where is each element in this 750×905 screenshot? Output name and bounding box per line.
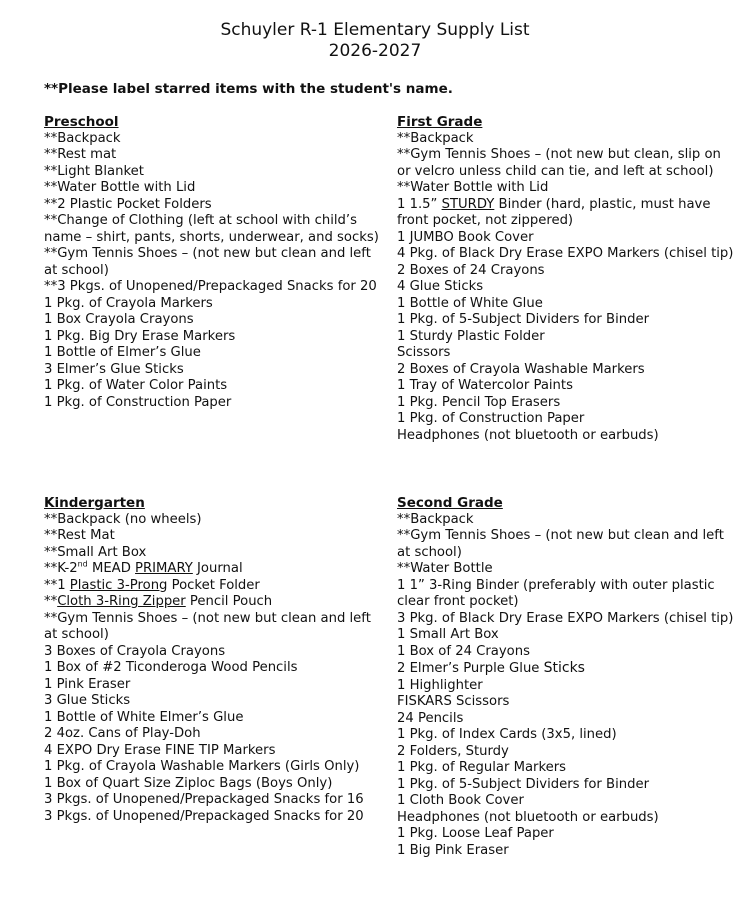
list-item: 1 Pkg. Pencil Top Erasers bbox=[397, 394, 561, 410]
list-item: 1 Sturdy Plastic Folder bbox=[397, 328, 545, 344]
list-item: at school) bbox=[44, 627, 109, 642]
list-item-text: Pocket Folder bbox=[167, 577, 260, 593]
list-item: 1 Pkg. Big Dry Erase Markers bbox=[44, 328, 236, 344]
list-item-text: **1 bbox=[44, 577, 70, 593]
list-item: **Rest mat bbox=[44, 147, 117, 162]
list-item: 1 Pkg. Loose Leaf Paper bbox=[397, 826, 554, 841]
list-item bbox=[397, 197, 727, 214]
list-item: **Rest Mat bbox=[44, 528, 115, 543]
list-item: at school) bbox=[44, 262, 109, 278]
list-item: 1 Big Pink Eraser bbox=[397, 842, 509, 858]
second-grade-section bbox=[397, 495, 734, 859]
list-item: **Backpack bbox=[397, 130, 474, 146]
document-title bbox=[0, 20, 750, 62]
list-item: **Gym Tennis Shoes – (not new but clean, slip on bbox=[397, 147, 721, 162]
list-item: 1 Pkg. of Water Color Paints bbox=[44, 378, 228, 393]
list-item-text: 1 1.5” bbox=[397, 196, 442, 212]
list-item: 1 Pkg. of Crayola Washable Markers (Girls Only) bbox=[44, 759, 360, 774]
underlined-text: Plastic 3-Prong bbox=[69, 577, 168, 593]
list-item: 4 Glue Sticks bbox=[397, 279, 484, 294]
list-item-text: Binder (hard, plastic, must have bbox=[494, 196, 711, 212]
list-item: 3 Glue Sticks bbox=[44, 693, 131, 708]
list-item: **Backpack bbox=[44, 130, 121, 146]
label-notice: **Please label starred items with the student's name. bbox=[44, 81, 453, 97]
list-item: 1 Cloth Book Cover bbox=[397, 793, 524, 808]
list-item bbox=[44, 561, 364, 578]
list-item-text: 2 Elmer’s Purple Glue bbox=[397, 661, 544, 676]
list-item: 1 Bottle of Elmer’s Glue bbox=[44, 345, 201, 360]
list-item: **Water Bottle with Lid bbox=[397, 180, 549, 195]
list-item: 1 Pkg. of Construction Paper bbox=[44, 394, 232, 410]
list-item: 1 JUMBO Book Cover bbox=[397, 229, 534, 245]
list-item: 3 Boxes of Crayola Crayons bbox=[44, 643, 226, 659]
list-item bbox=[397, 660, 727, 678]
list-item: 1 Pkg. of Crayola Markers bbox=[44, 295, 213, 311]
preschool-section bbox=[44, 114, 379, 411]
list-item bbox=[44, 578, 364, 595]
list-item: 1 Bottle of White Glue bbox=[397, 295, 543, 311]
list-item: 2 Boxes of Crayola Washable Markers bbox=[397, 361, 645, 377]
underlined-text: PRIMARY bbox=[135, 561, 193, 576]
list-item: Scissors bbox=[397, 345, 451, 360]
first-grade-section bbox=[397, 114, 734, 444]
list-item: FISKARS Scissors bbox=[397, 694, 510, 709]
list-item: 3 Pkg. of Black Dry Erase EXPO Markers (chisel tip) bbox=[397, 610, 734, 626]
list-item: **Backpack (no wheels) bbox=[44, 511, 202, 527]
list-item: 1 Box of Quart Size Ziploc Bags (Boys Only) bbox=[44, 775, 333, 791]
list-item: **Water Bottle bbox=[397, 561, 493, 576]
list-item: 1 Tray of Watercolor Paints bbox=[397, 378, 573, 393]
list-item: 1 1” 3-Ring Binder (preferably with outer plastic bbox=[397, 577, 715, 593]
list-item: 1 Pkg. of Index Cards (3x5, lined) bbox=[397, 727, 617, 742]
list-item: 3 Elmer’s Glue Sticks bbox=[44, 361, 184, 377]
list-item: or velcro unless child can tie, and left at school) bbox=[397, 163, 714, 179]
list-item: clear front pocket) bbox=[397, 594, 519, 609]
list-item: 1 Box of 24 Crayons bbox=[397, 643, 530, 659]
list-item: 24 Pencils bbox=[397, 710, 464, 726]
list-item-text: **K-2 bbox=[44, 561, 78, 576]
section-heading: Preschool bbox=[44, 114, 119, 130]
list-item: **2 Plastic Pocket Folders bbox=[44, 196, 212, 212]
list-item bbox=[44, 594, 364, 611]
list-item: 1 Pkg. of Construction Paper bbox=[397, 411, 585, 426]
list-item: **Water Bottle with Lid bbox=[44, 180, 196, 195]
section-heading: First Grade bbox=[397, 114, 483, 130]
list-item: 4 Pkg. of Black Dry Erase EXPO Markers (chisel tip) bbox=[397, 246, 734, 261]
list-item: 1 Pkg. of Regular Markers bbox=[397, 760, 567, 775]
list-item: 2 4oz. Cans of Play-Doh bbox=[44, 726, 201, 741]
list-item: 2 Folders, Sturdy bbox=[397, 743, 509, 759]
list-item: 1 Box Crayola Crayons bbox=[44, 312, 194, 327]
list-item: **Gym Tennis Shoes – (not new but clean and left bbox=[44, 610, 371, 626]
list-item: **Small Art Box bbox=[44, 544, 147, 560]
list-item: **Gym Tennis Shoes – (not new but clean and left bbox=[44, 246, 371, 261]
list-item: 4 EXPO Dry Erase FINE TIP Markers bbox=[44, 742, 276, 758]
superscript-text: nd bbox=[77, 559, 88, 569]
list-item: 1 Small Art Box bbox=[397, 627, 499, 642]
year-line: 2026-2027 bbox=[328, 41, 422, 61]
list-item: **Backpack bbox=[397, 511, 474, 527]
underlined-text: STURDY bbox=[441, 196, 495, 212]
list-item: 1 Box of #2 Ticonderoga Wood Pencils bbox=[44, 660, 298, 675]
list-item-text: ** bbox=[44, 594, 58, 609]
list-item-text: Pencil Pouch bbox=[185, 594, 273, 609]
list-item: 1 Pink Eraser bbox=[44, 676, 131, 692]
list-item-text: Sticks bbox=[543, 660, 585, 676]
list-item-text: Journal bbox=[192, 561, 243, 576]
list-item: front pocket, not zippered) bbox=[397, 213, 574, 228]
list-item: 1 Bottle of White Elmer’s Glue bbox=[44, 709, 244, 725]
list-item: Headphones (not bluetooth or earbuds) bbox=[397, 809, 659, 825]
list-item: at school) bbox=[397, 544, 462, 560]
section-heading: Kindergarten bbox=[44, 495, 145, 511]
underlined-text: Cloth 3-Ring Zipper bbox=[57, 594, 186, 609]
list-item: name – shirt, pants, shorts, underwear, and socks) bbox=[44, 229, 379, 245]
list-item: 2 Boxes of 24 Crayons bbox=[397, 262, 545, 278]
list-item: Headphones (not bluetooth or earbuds) bbox=[397, 427, 659, 443]
list-item: **Light Blanket bbox=[44, 163, 144, 179]
kindergarten-section bbox=[44, 495, 371, 825]
list-item: **3 Pkgs. of Unopened/Prepackaged Snacks for 20 bbox=[44, 279, 377, 294]
section-heading: Second Grade bbox=[397, 495, 503, 511]
list-item: 3 Pkgs. of Unopened/Prepackaged Snacks for 20 bbox=[44, 808, 364, 824]
title-line: Schuyler R-1 Elementary Supply List bbox=[220, 20, 530, 40]
list-item-text: MEAD bbox=[87, 561, 136, 576]
list-item: **Gym Tennis Shoes – (not new but clean and left bbox=[397, 528, 724, 543]
list-item: 1 Pkg. of 5-Subject Dividers for Binder bbox=[397, 312, 650, 327]
list-item: 1 Highlighter bbox=[397, 677, 483, 693]
list-item: 1 Pkg. of 5-Subject Dividers for Binder bbox=[397, 776, 650, 792]
list-item: **Change of Clothing (left at school with child’s bbox=[44, 213, 357, 228]
list-item: 3 Pkgs. of Unopened/Prepackaged Snacks for 16 bbox=[44, 792, 364, 807]
